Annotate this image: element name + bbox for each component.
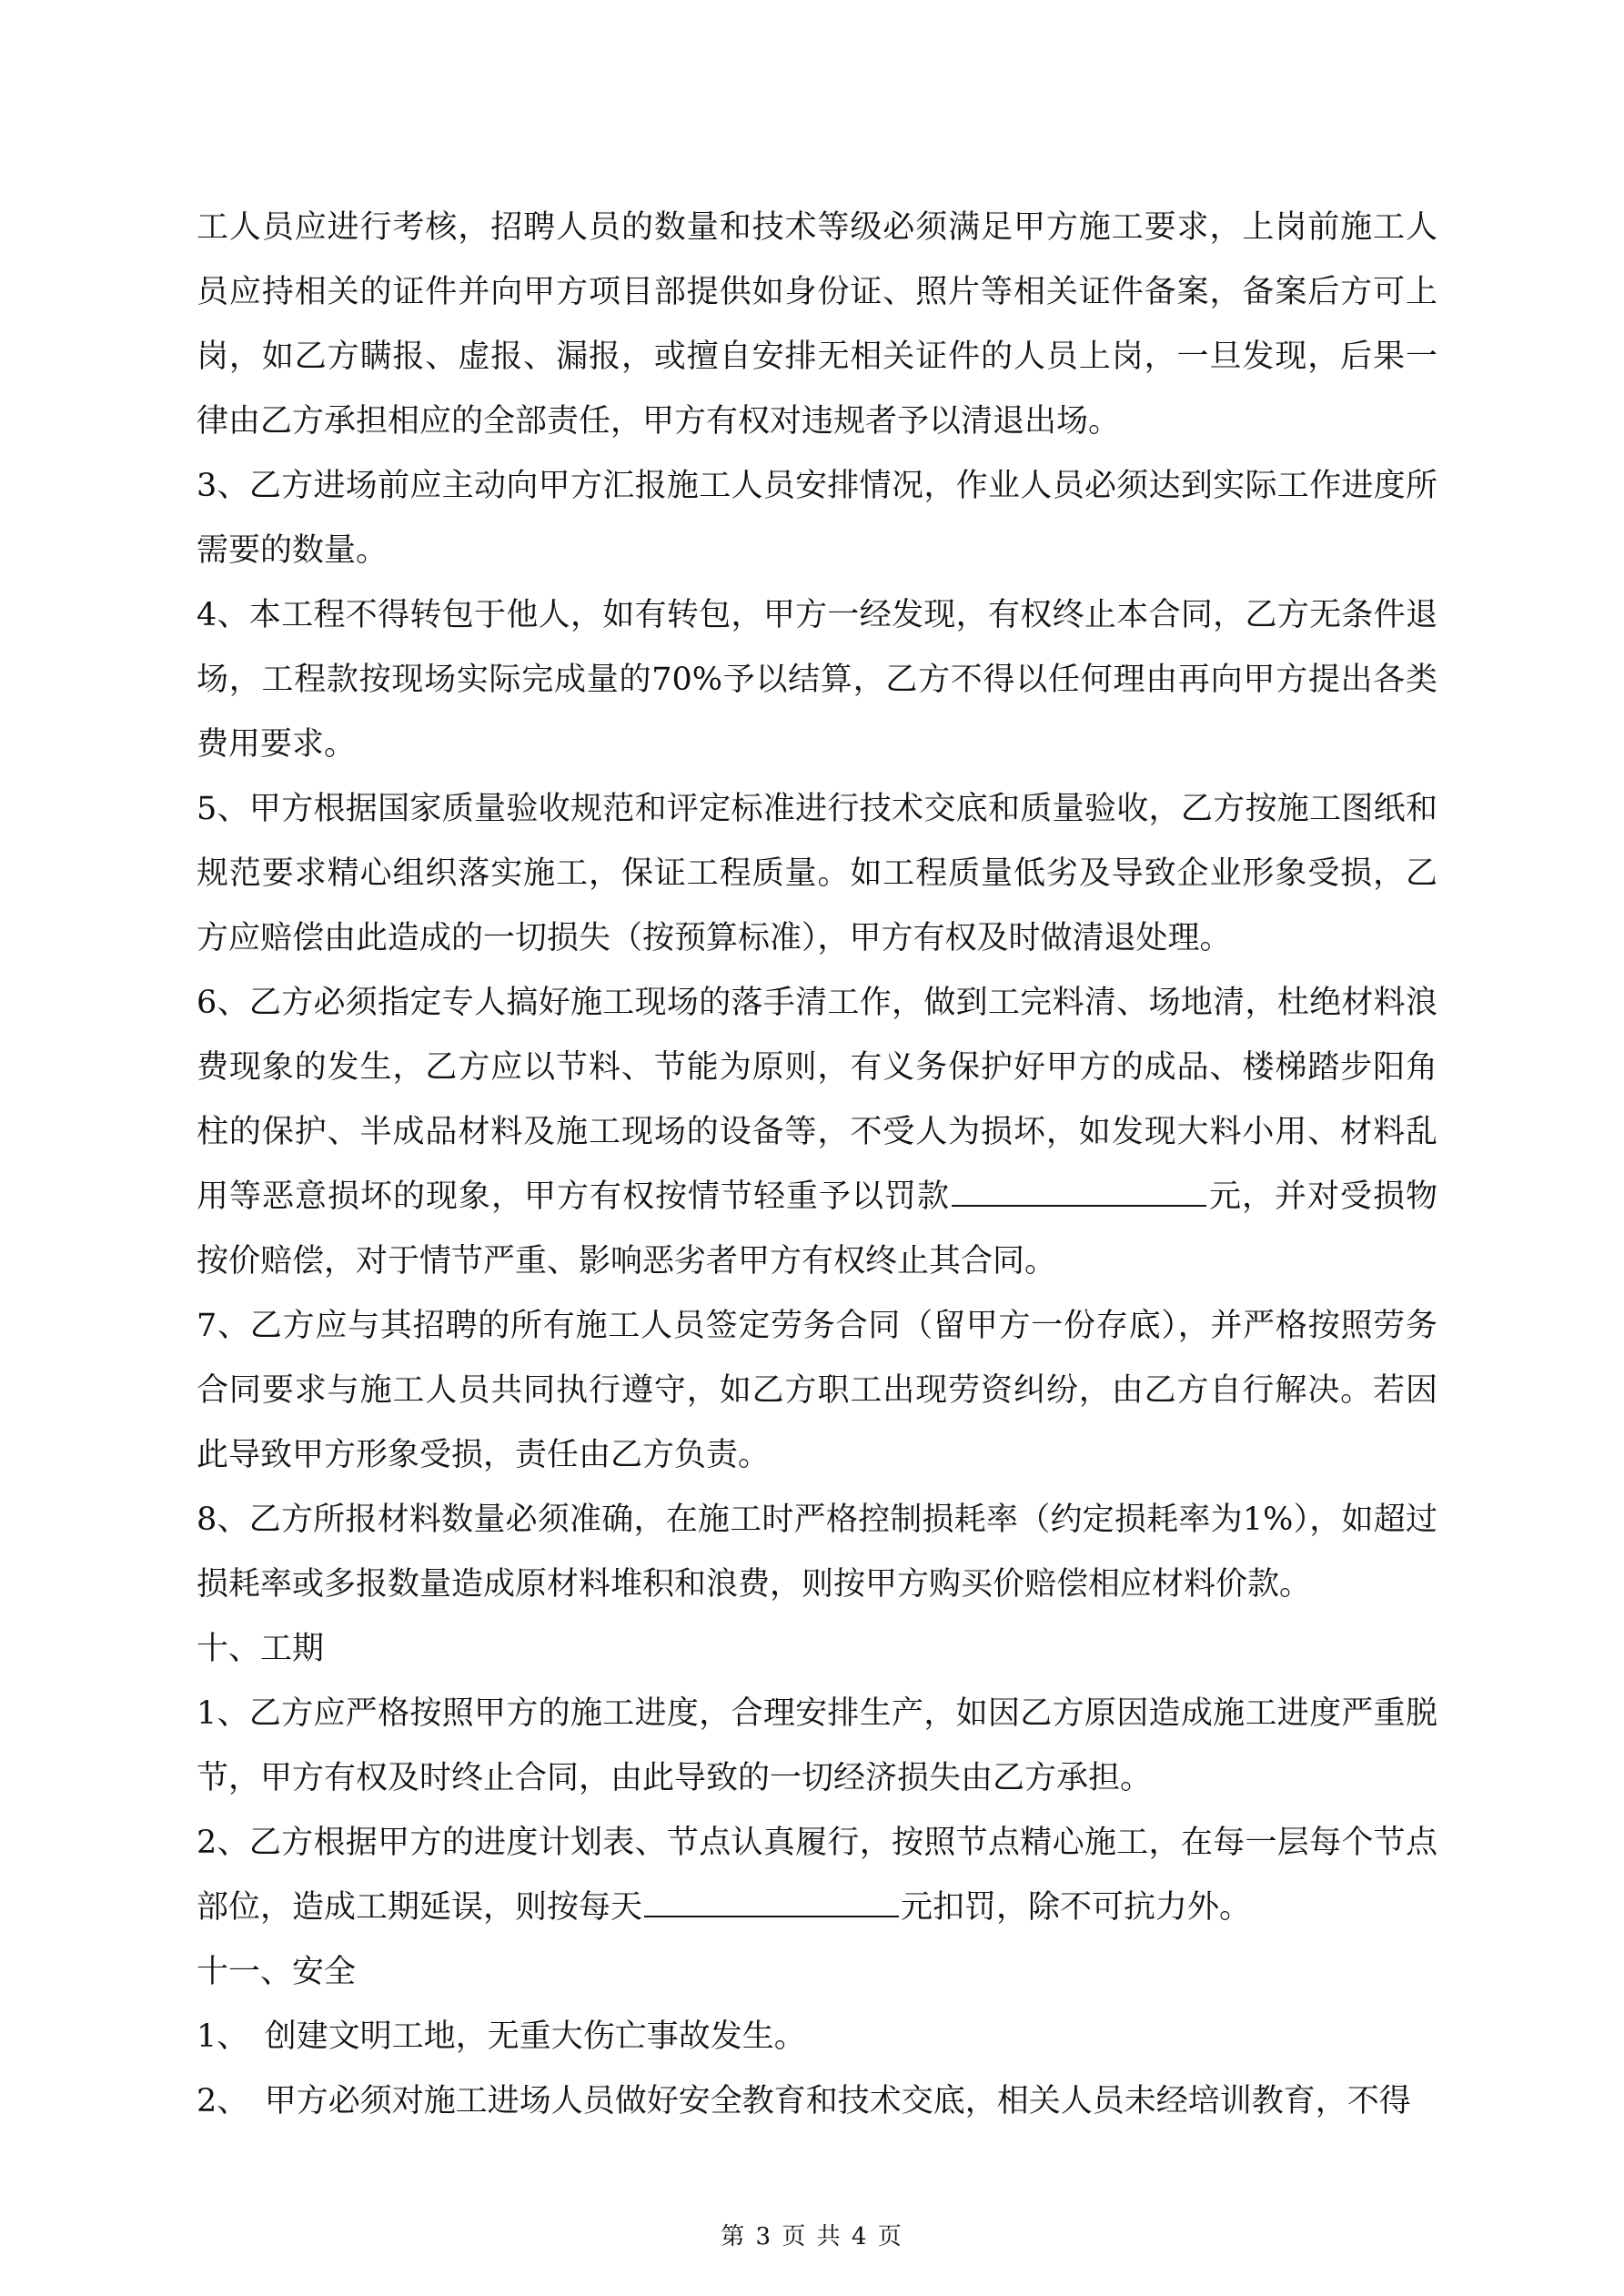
schedule-2-text: 2、乙方根据甲方的进度计划表、节点认真履行，按照节点精心施工，在每一层每个节点部位，造成工期延误，则按每天 (197, 1825, 1437, 1926)
page-number-footer: 第 3 页 共 4 页 (721, 2223, 903, 2250)
paragraph-continued-staff-assessment: 工人员应进行考核，招聘人员的数量和技术等级必须满足甲方施工要求，上岗前施工人员应持相关的证件并向甲方项目部提供如身份证、照片等相关证件备案，备案后方可上岗，如乙方瞒报、虚报、漏报，或擅自安排无相关证件的人员上岗，一旦发现，后果一律由乙方承担相应的全部责任，甲方有权对违规者予以清退出场。 (197, 209, 1437, 440)
paragraph-safety-1: 1、 创建文明工地，无重大伤亡事故发生。 (197, 2018, 806, 2055)
paragraph-clause-3: 3、乙方进场前应主动向甲方汇报施工人员安排情况，作业人员必须达到实际工作进度所需要的数量。 (197, 468, 1437, 569)
section-heading-safety: 十一、安全 (197, 1954, 357, 1990)
document-body (197, 196, 1437, 2134)
paragraph-schedule-2 (197, 1811, 1437, 1940)
daily-penalty-blank (644, 1886, 899, 1917)
clause-6-text: 6、乙方必须指定专人搞好施工现场的落手清工作，做到工完料清、场地清，杜绝材料浪费现象的发生，乙方应以节料、节能为原则，有义务保护好甲方的成品、楼梯踏步阳角柱的保护、半成品材料及施工现场的设备等，不受人为损坏，如发现大料小用、材料乱用等恶意损坏的现象，甲方有权按情节轻重予以罚款 (197, 985, 1437, 1215)
paragraph-schedule-1: 1、乙方应严格按照甲方的施工进度，合理安排生产，如因乙方原因造成施工进度严重脱节，甲方有权及时终止合同，由此导致的一切经济损失由乙方承担。 (197, 1695, 1437, 1796)
paragraph-clause-4: 4、本工程不得转包于他人，如有转包，甲方一经发现，有权终止本合同，乙方无条件退场，工程款按现场实际完成量的70%予以结算，乙方不得以任何理由再向甲方提出各类费用要求。 (197, 597, 1437, 763)
fine-amount-blank (952, 1176, 1206, 1207)
clause-6-tail: 元，并对受损物按价赔偿，对于情节严重、影响恶劣者甲方有权终止其合同。 (197, 1178, 1437, 1279)
paragraph-safety-2: 2、 甲方必须对施工进场人员做好安全教育和技术交底，相关人员未经培训教育，不得 (197, 2083, 1411, 2119)
paragraph-clause-6 (197, 971, 1437, 1294)
section-heading-schedule: 十、工期 (197, 1631, 325, 1667)
paragraph-clause-7: 7、乙方应与其招聘的所有施工人员签定劳务合同（留甲方一份存底），并严格按照劳务合同要求与施工人员共同执行遵守，如乙方职工出现劳资纠纷，由乙方自行解决。若因此导致甲方形象受损，责任由乙方负责。 (197, 1308, 1437, 1473)
schedule-2-tail: 元扣罚，除不可抗力外。 (901, 1889, 1252, 1926)
paragraph-clause-5: 5、甲方根据国家质量验收规范和评定标准进行技术交底和质量验收，乙方按施工图纸和规范要求精心组织落实施工，保证工程质量。如工程质量低劣及导致企业形象受损，乙方应赔偿由此造成的一切损失（按预算标准），甲方有权及时做清退处理。 (197, 791, 1437, 956)
paragraph-clause-8: 8、乙方所报材料数量必须准确，在施工时严格控制损耗率（约定损耗率为1%），如超过损耗率或多报数量造成原材料堆积和浪费，则按甲方购买价赔偿相应材料价款。 (197, 1502, 1437, 1603)
